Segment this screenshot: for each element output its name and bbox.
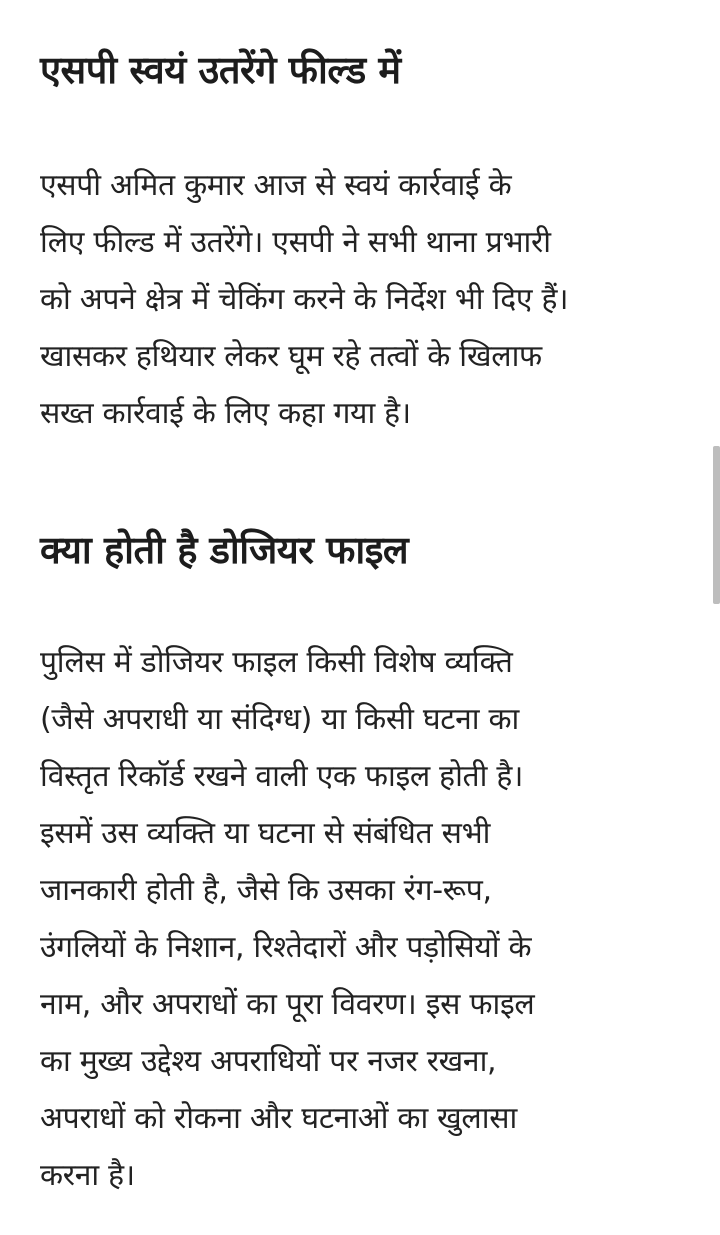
paragraph-line: जानकारी होती है, जैसे कि उसका रंग-रूप, xyxy=(40,873,492,908)
section-heading-dossier-file: क्या होती है डोजियर फाइल xyxy=(40,528,409,572)
paragraph-line: एसपी अमित कुमार आज से स्वयं कार्रवाई के xyxy=(40,168,512,203)
paragraph-line: का मुख्य उद्देश्य अपराधियों पर नजर रखना, xyxy=(40,1044,497,1079)
paragraph-sp-field xyxy=(40,157,690,442)
paragraph-line: लिए फील्ड में उतरेंगे। एसपी ने सभी थाना प्रभारी xyxy=(40,225,551,260)
vertical-scrollbar-thumb[interactable] xyxy=(713,446,720,604)
paragraph-line: पुलिस में डोजियर फाइल किसी विशेष व्यक्ति xyxy=(40,645,513,680)
paragraph-line: (जैसे अपराधी या संदिग्ध) या किसी घटना का xyxy=(40,702,519,737)
paragraph-line: उंगलियों के निशान, रिश्तेदारों और पड़ोसियों के xyxy=(40,930,532,965)
section-heading-sp-field: एसपी स्वयं उतरेंगे फील्ड में xyxy=(40,48,401,92)
paragraph-line: करना है। xyxy=(40,1158,135,1193)
paragraph-line: को अपने क्षेत्र में चेकिंग करने के निर्देश भी दिए हैं। xyxy=(40,282,569,317)
paragraph-line: इसमें उस व्यक्ति या घटना से संबंधित सभी xyxy=(40,816,491,851)
paragraph-line: सख्त कार्रवाई के लिए कहा गया है। xyxy=(40,396,411,431)
paragraph-line: नाम, और अपराधों का पूरा विवरण। इस फाइल xyxy=(40,987,535,1022)
paragraph-dossier-file xyxy=(40,634,690,1204)
paragraph-line: अपराधों को रोकना और घटनाओं का खुलासा xyxy=(40,1101,517,1136)
paragraph-line: खासकर हथियार लेकर घूम रहे तत्वों के खिलाफ xyxy=(40,339,542,374)
paragraph-line: विस्तृत रिकॉर्ड रखने वाली एक फाइल होती है। xyxy=(40,759,524,794)
